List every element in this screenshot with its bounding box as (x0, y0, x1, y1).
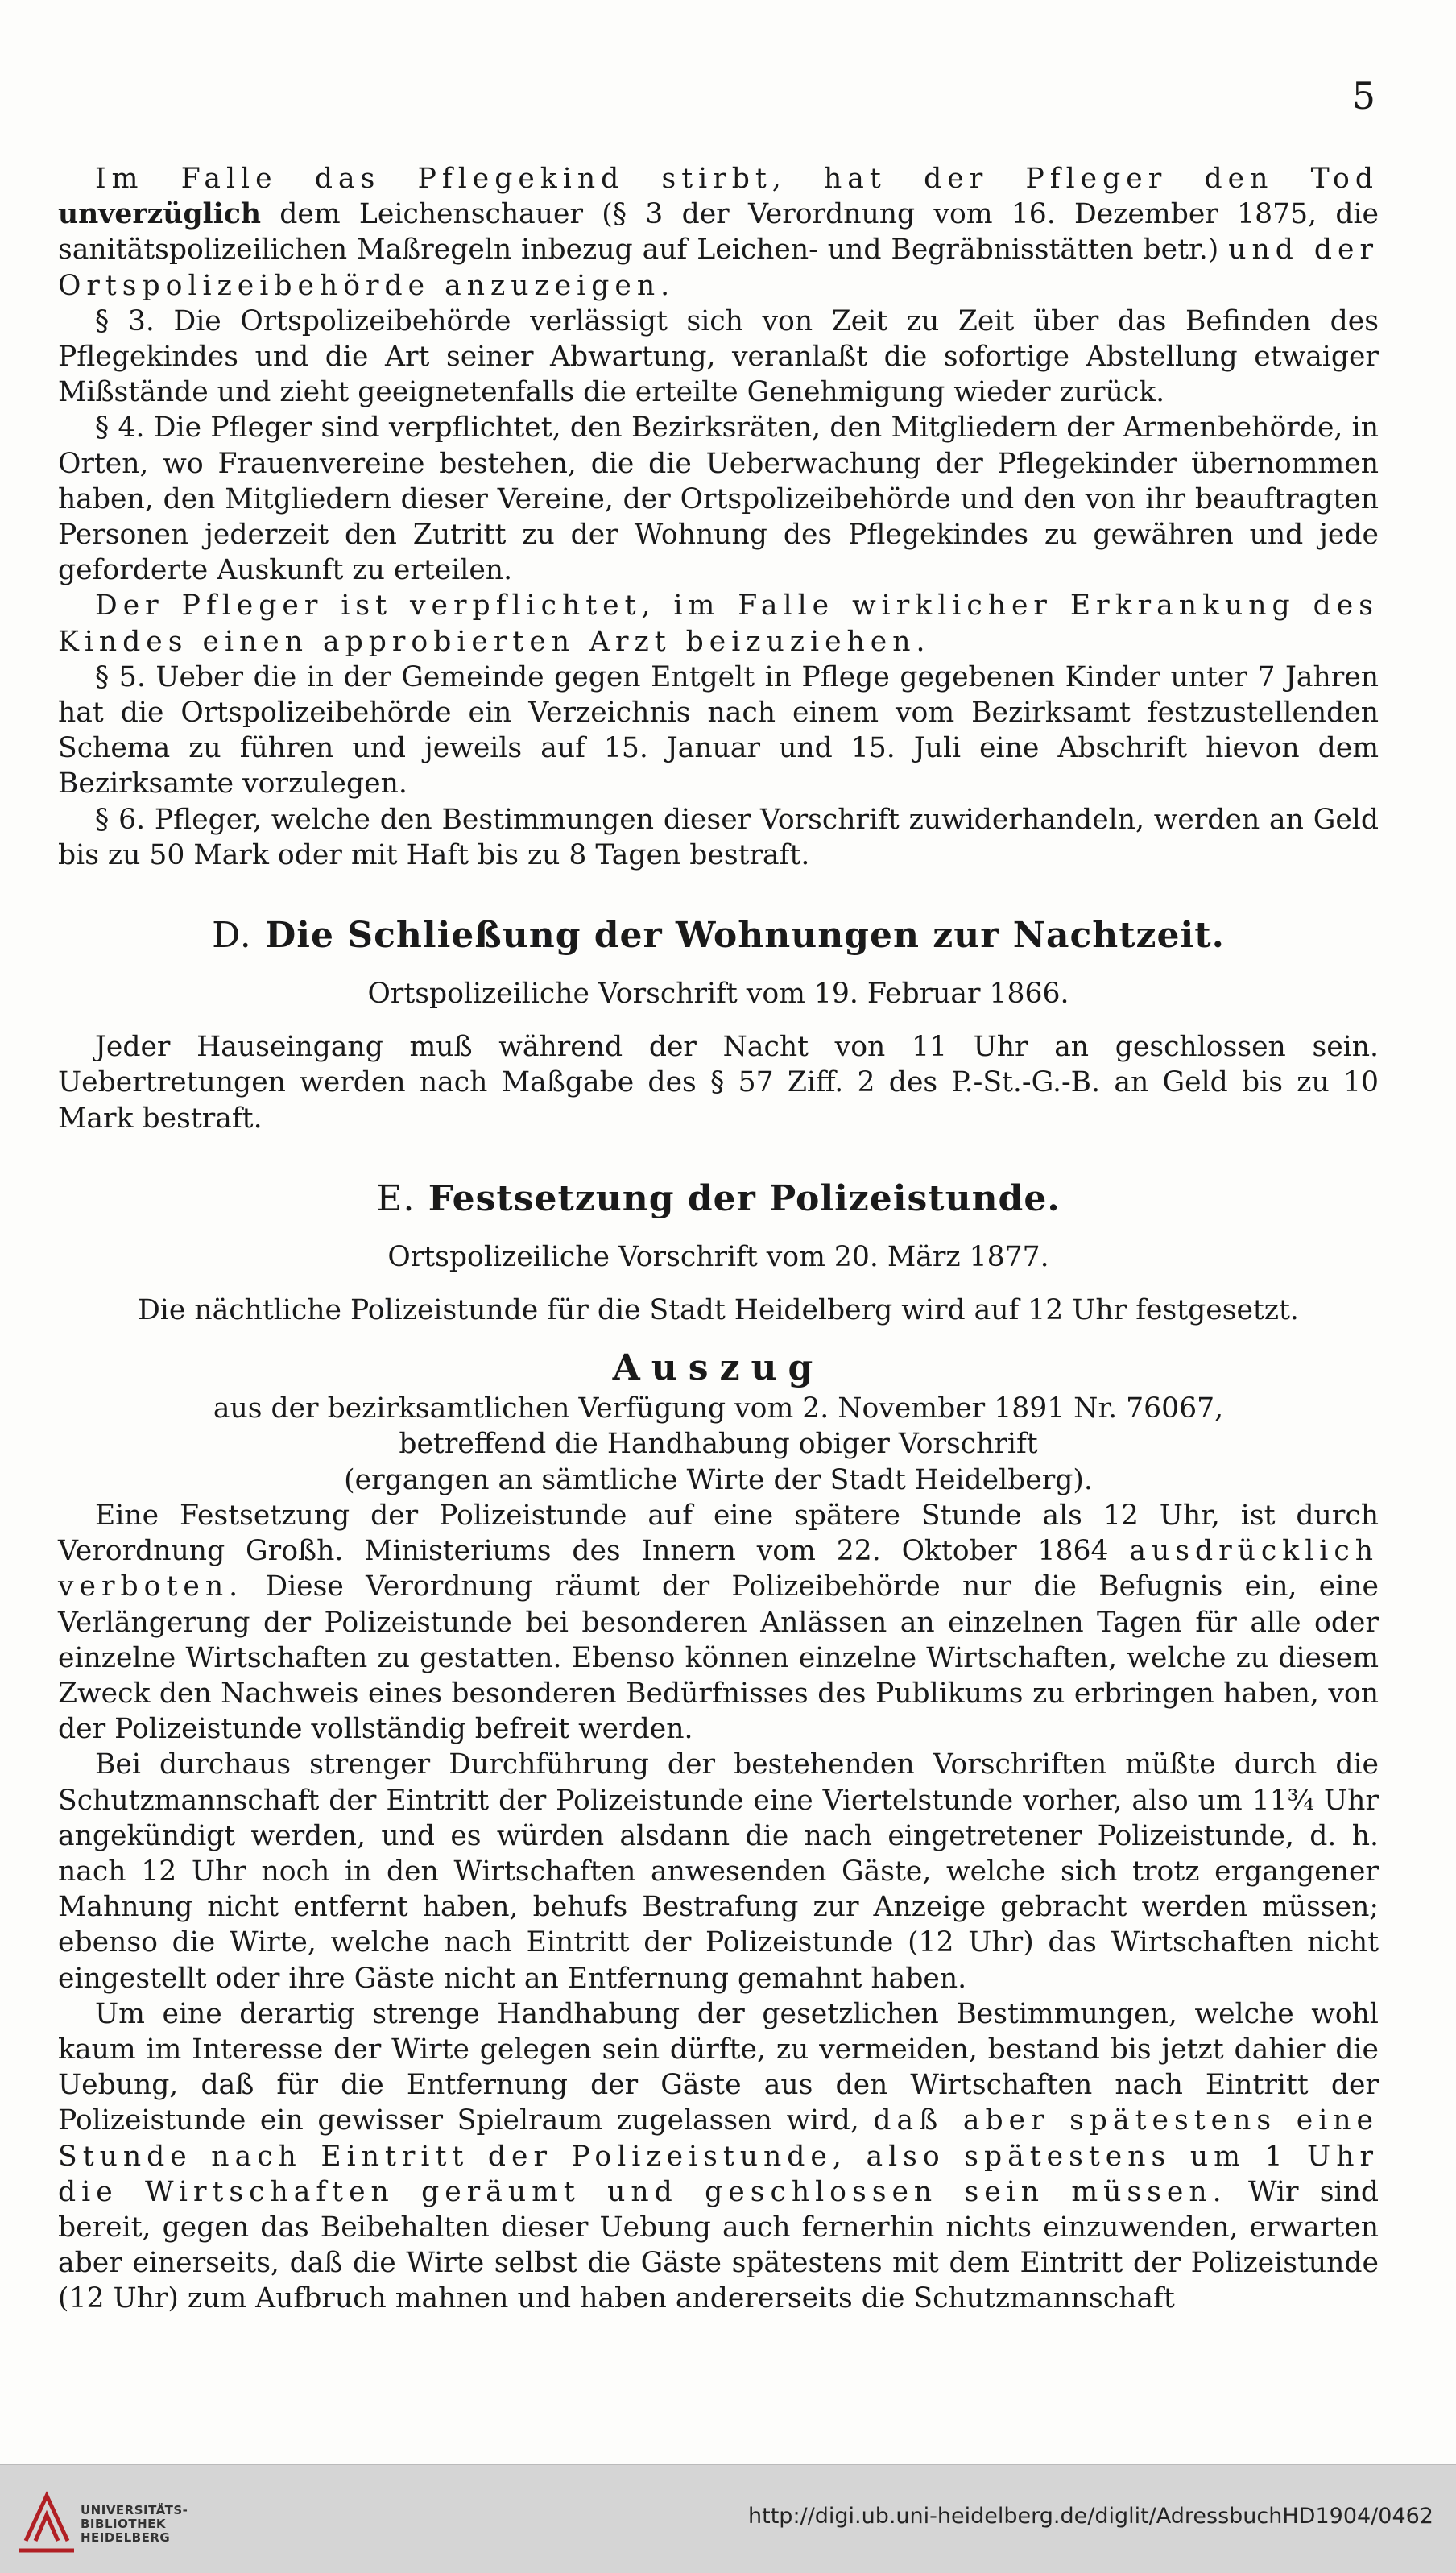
document-url-link[interactable]: http://digi.ub.uni-heidelberg.de/diglit/AdressbuchHD1904/0462 (748, 2504, 1433, 2529)
text-run-spaced: daß aber spätestens eine Stunde nach Eintritt der Polizeistunde, also spätestens um 1 Uhr die Wirtschaften geräumt und geschlossen sein müssen. (58, 2104, 1379, 2208)
text-run: Um eine derartig strenge Handhabung der gesetzlichen Bestimmungen, welche wohl kaum im Interesse der Wirte gelegen sein dürfte, zu vermeiden, bestand bis jetzt dahier die Uebung, daß für die Entfernung der Gäste aus den Wirtschaften nach Eintritt der Polizeistunde ein gewisser Spielraum zugelassen wird, (58, 1997, 1379, 2137)
page-number: 5 (1351, 74, 1375, 118)
viewer-footer-bar (0, 2464, 1456, 2573)
auszug-paragraph-1 (58, 1498, 1379, 1747)
section-e-title: Festsetzung der Polizeistunde. (428, 1177, 1061, 1219)
section-e-heading (58, 1177, 1379, 1222)
paragraph-section-5: § 5. Ueber die in der Gemeinde gegen Entgelt in Pflege gegebenen Kinder unter 7 Jahren hat die Ortspolizeibehörde ein Verzeichnis nach einem vom Bezirksamt festzustellenden Schema zu führen und jeweils auf 15. Januar und 15. Juli eine Abschrift hievon dem Bezirksamte vorzulegen. (58, 660, 1379, 800)
auszug-paragraph-3 (58, 1996, 1379, 2317)
paragraph-section-3: § 3. Die Ortspolizeibehörde verlässigt sich von Zeit zu Zeit über das Befinden des Pflegekindes und die Art seiner Abwartung, veranlaßt die sofortige Abstellung etwaiger Mißstände und zieht geeignetenfalls die erteilte Genehmigung wieder zurück. (58, 304, 1379, 409)
section-e-letter: E. (376, 1177, 416, 1219)
text-run: Eine Festsetzung der Polizeistunde auf eine spätere Stunde als 12 Uhr, ist durch Verordnung Großh. Ministeriums des Innern vom 22. Oktober 1864 (58, 1499, 1379, 1568)
auszug-line-3: (ergangen an sämtliche Wirte der Stadt Heidelberg). (344, 1463, 1093, 1496)
library-name (81, 2504, 188, 2545)
auszug-paragraph-2: Bei durchaus strenger Durchführung der bestehenden Vorschriften müßte durch die Schutzmannschaft der Eintritt der Polizeistunde eine Viertelstunde vorher, also um 11¾ Uhr angekündigt werden, und es würden alsdann die nach eingetretener Polizeistunde, d. h. nach 12 Uhr noch in den Wirtschaften anwesenden Gäste, welche sich trotz ergangener Mahnung nicht entfernt haben, behufs Bestrafung zur Anzeige gebracht werden müssen; ebenso die Wirte, welche nach Eintritt der Polizeistunde (12 Uhr) das Wirtschaften nicht eingestellt oder ihre Gäste nicht an Entfernung gemahnt haben. (58, 1748, 1379, 1995)
auszug-line-2: betreffend die Handhabung obiger Vorschrift (399, 1428, 1038, 1461)
section-d-title: Die Schließung der Wohnungen zur Nachtzeit. (265, 915, 1225, 957)
section-d-body: Jeder Hauseingang muß während der Nacht von 11 Uhr an geschlossen sein. Uebertretungen werden nach Maßgabe des § 57 Ziff. 2 des P.-St.-G.-B. an Geld bis zu 10 Mark bestraft. (58, 1031, 1379, 1135)
library-name-line: UNIVERSITÄTS- (81, 2503, 188, 2517)
paragraph-pflegekind-tod (58, 161, 1379, 304)
text-run-spaced: und der Ortspolizeibehörde anzuzeigen. (58, 234, 1379, 302)
emphasis-unverzueglich: unverzüglich (58, 198, 262, 231)
library-name-line: HEIDELBERG (81, 2530, 171, 2545)
text-run: dem Leichenschauer (§ 3 der Verordnung vom 16. Dezember 1875, die sanitätspolizeilichen Maßregeln inbezug auf Leichen- und Begräbnisstätten betr.) (58, 198, 1379, 267)
section-e-subtitle: Ortspolizeiliche Vorschrift vom 20. März 1877. (387, 1240, 1049, 1273)
section-d-subtitle: Ortspolizeiliche Vorschrift vom 19. Februar 1866. (367, 978, 1069, 1011)
paragraph-pfleger-arzt: Der Pfleger ist verpflichtet, im Falle wirklicher Erkrankung des Kindes einen approbierten Arzt beizuziehen. (58, 589, 1379, 658)
library-name-line: BIBLIOTHEK (81, 2517, 166, 2531)
text-run: Im Falle das Pflegekind stirbt, hat der Pfleger den Tod (95, 163, 1379, 195)
section-d-letter: D. (212, 915, 252, 957)
text-run: Diese Verordnung räumt der Polizeibehörde nur die Befugnis ein, eine Verlängerung der Polizeistunde bei besonderen Anlässen an einzelnen Tagen für alle oder einzelne Wirtschaften zu gestatten. Ebenso können einzelne Wirtschaften, welche zu diesem Zweck den Nachweis eines besonderen Bedürfnisses des Publikums zu erbringen haben, von der Polizeistunde vollständig befreit werden. (58, 1570, 1379, 1746)
paragraph-section-4: § 4. Die Pfleger sind verpflichtet, den Bezirksräten, den Mitgliedern der Armenbehörde, in Orten, wo Frauenvereine bestehen, die die Ueberwachung der Pflegekinder übernommen haben, den Mitgliedern dieser Vereine, der Ortspolizeibehörde und den von ihr beauftragten Personen jederzeit den Zutritt zu der Wohnung des Pflegekindes zu gewähren und jede geforderte Auskunft zu erteilen. (58, 412, 1379, 587)
text-run-spaced: ausdrücklich verboten. (58, 1535, 1379, 1603)
page-body (58, 161, 1379, 2317)
text-run: Wir sind bereit, gegen das Beibehalten dieser Uebung auch fernerhin nichts einzuwenden, erwarten aber einerseits, daß die Wirte selbst die Gäste spätestens mit dem Eintritt der Polizeistunde (12 Uhr) zum Aufbruch mahnen und haben andererseits die Schutzmannschaft (58, 2175, 1379, 2315)
section-e-body: Die nächtliche Polizeistunde für die Stadt Heidelberg wird auf 12 Uhr festgesetzt. (138, 1294, 1299, 1327)
section-d-heading (58, 913, 1379, 958)
paragraph-section-6: § 6. Pfleger, welche den Bestimmungen dieser Vorschrift zuwiderhandeln, werden an Geld bis zu 50 Mark oder mit Haft bis zu 8 Tagen bestraft. (58, 803, 1379, 871)
auszug-line-1: aus der bezirksamtlichen Verfügung vom 2. November 1891 Nr. 76067, (213, 1392, 1224, 1425)
auszug-title: Auszug (612, 1347, 825, 1389)
